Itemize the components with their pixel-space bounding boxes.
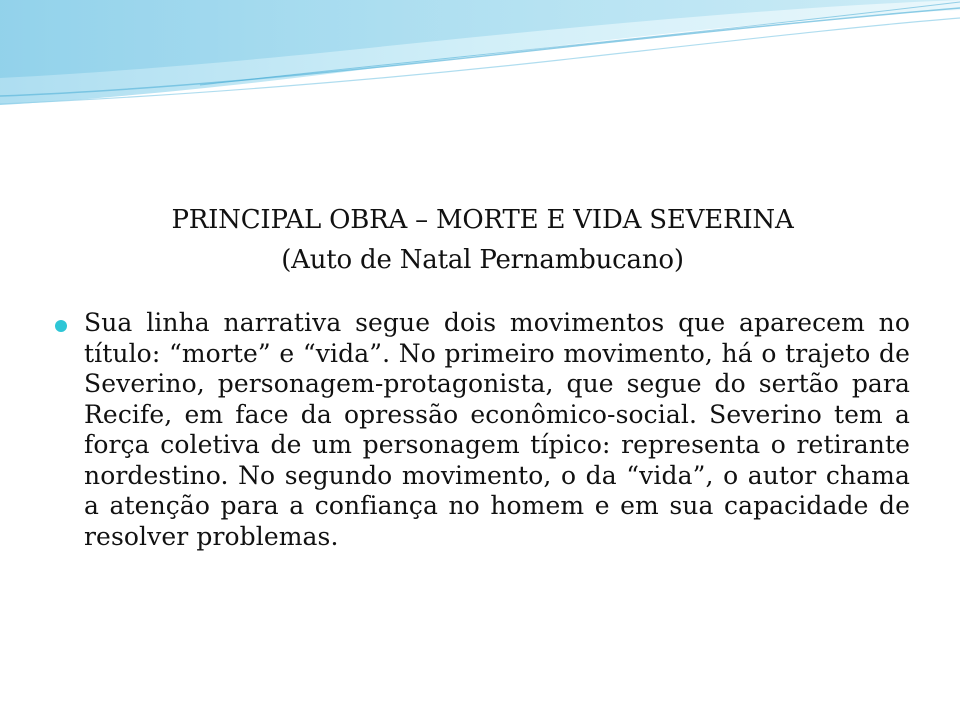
bullet-icon	[55, 320, 67, 332]
decorative-wave-header	[0, 0, 960, 110]
slide-content	[55, 200, 910, 552]
bullet-text: Sua linha narrativa segue dois movimentos que aparecem no título: “morte” e “vida”. No primeiro movimento, há o trajeto de Severino, personagem-protagonista, que segue do sertão para Recife, em face da opressão econômico-social. Severino tem a força coletiva de um personagem típico: representa o retirante nordestino. No segundo movimento, o da “vida”, o autor chama a atenção para a confiança no homem e em sua capacidade de resolver problemas.	[84, 308, 910, 551]
bullet-item	[55, 308, 910, 552]
slide-subtitle: (Auto de Natal Pernambucano)	[281, 245, 684, 275]
slide-title: PRINCIPAL OBRA – MORTE E VIDA SEVERINA	[171, 205, 794, 235]
